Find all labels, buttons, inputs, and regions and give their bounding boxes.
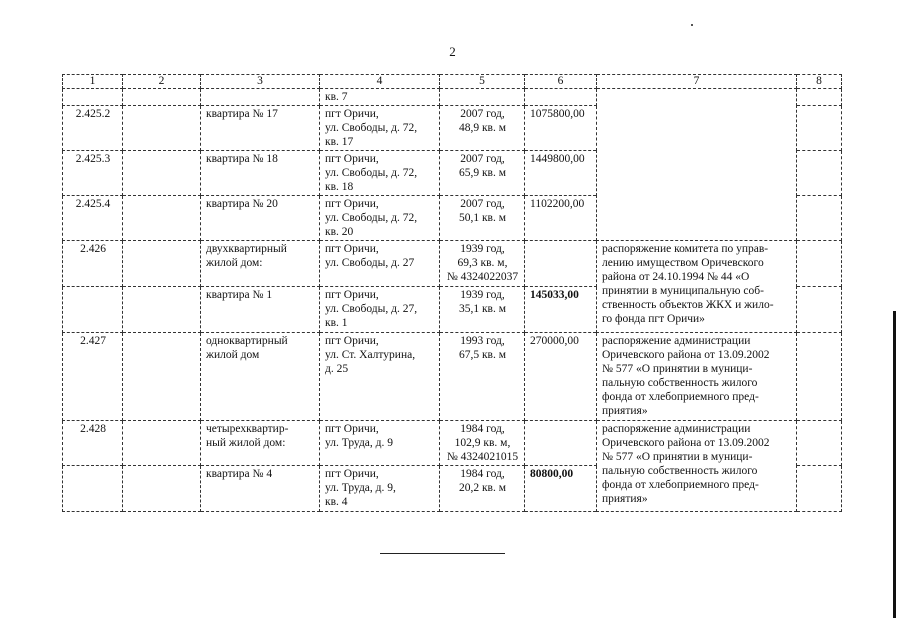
cell-value: 1102200,00 [525,196,597,241]
cell-year-area-line: 1993 год, [460,335,505,347]
cell-legal-basis [597,89,797,241]
cell-object-name [201,466,320,512]
cell-legal-basis [597,333,797,421]
cell-legal-basis-line: района от 24.10.1994 № 44 «О [602,271,750,283]
header-col-7: 7 [597,75,797,89]
cell-legal-basis-line: приятия» [602,493,648,505]
cell-year-area-line: № 4324021015 [446,451,519,463]
cell-address-line: кв. 20 [325,226,354,238]
cell-col-8 [797,287,842,333]
cell-year-area-line: 2007 год, [460,108,505,120]
cell-item-number: 2.425.3 [63,151,123,196]
cell-address-line: ул. Свободы, д. 27 [325,257,415,269]
cell-address-line: ул. Труда, д. 9 [325,437,394,449]
cell-year-area [440,421,525,466]
cell-legal-basis-line: ственность объектов ЖКХ и жило- [602,299,774,311]
header-col-3: 3 [201,75,320,89]
cell-item-number: 2.426 [63,241,123,287]
cell-object-name-line: жилой дом: [206,257,263,269]
cell-col-8 [797,89,842,106]
cell-year-area-line: 2007 год, [460,198,505,210]
cell-year-area-line: 48,9 кв. м [458,122,507,134]
cell-year-area-line: 20,2 кв. м [458,482,507,494]
cell-address-line: ул. Труда, д. 9, [325,482,396,494]
margin-bar [893,311,896,618]
cell-value: 1075800,00 [525,106,597,151]
cell-address [320,196,440,241]
cell-item-number: 2.425.4 [63,196,123,241]
cell-col-8 [797,151,842,196]
cell-address-line: д. 25 [325,363,349,375]
cell-address-line: кв. 7 [325,91,348,103]
cell-object-name [201,241,320,287]
cell-address-line: кв. 4 [325,496,348,508]
cell-value [525,241,597,287]
cell-address-line: пгт Оричи, [325,335,379,347]
cell-year-area [440,89,525,106]
cell-value [525,89,597,106]
cell-object-name-line: квартира № 1 [206,289,273,301]
cell-object-name-line: одноквартирный [206,335,288,347]
cell-legal-basis-line: пальную собственность жилого [602,465,758,477]
cell-item-number: 2.428 [63,421,123,466]
cell-legal-basis-line: лению имуществом Оричевского [602,257,764,269]
cell-legal-basis-line: пальную собственность жилого [602,377,758,389]
cell-col-8 [797,241,842,287]
cell-object-name [201,196,320,241]
cell-object-name [201,421,320,466]
cell-address-line: ул. Свободы, д. 72, [325,167,418,179]
cell-year-area-line: 50,1 кв. м [458,212,507,224]
cell-col-2 [123,196,201,241]
cell-object-name [201,151,320,196]
cell-address-line: пгт Оричи, [325,243,379,255]
cell-address-line: пгт Оричи, [325,153,379,165]
cell-item-number: 2.425.2 [63,106,123,151]
cell-address-line: кв. 1 [325,317,348,329]
cell-item-number [63,466,123,512]
cell-legal-basis-line: № 577 «О принятии в муници- [602,363,753,375]
cell-col-8 [797,333,842,421]
cell-legal-basis-line: приятия» [602,405,648,417]
header-col-2: 2 [123,75,201,89]
cell-legal-basis-line: фонда от хлебоприемного пред- [602,479,759,491]
cell-address-line: пгт Оричи, [325,289,379,301]
cell-col-2 [123,89,201,106]
cell-value: 145033,00 [525,287,597,333]
cell-object-name [201,287,320,333]
cell-col-8 [797,421,842,466]
cell-object-name [201,106,320,151]
cell-value: 1449800,00 [525,151,597,196]
header-col-8: 8 [797,75,842,89]
cell-value: 270000,00 [525,333,597,421]
header-col-6: 6 [525,75,597,89]
header-row [63,75,842,89]
cell-address-line: кв. 17 [325,136,354,148]
cell-year-area [440,196,525,241]
cell-address-line: ул. Свободы, д. 72, [325,122,418,134]
cell-col-2 [123,106,201,151]
cell-year-area-line: 1939 год, [460,243,505,255]
cell-year-area-line: 65,9 кв. м [458,167,507,179]
cell-address [320,151,440,196]
cell-legal-basis-line: № 577 «О принятии в муници- [602,451,753,463]
cell-year-area-line: 69,3 кв. м, [457,257,508,269]
cell-legal-basis-line: Оричевского района от 13.09.2002 [602,437,770,449]
cell-year-area [440,151,525,196]
cell-year-area [440,106,525,151]
cell-address [320,241,440,287]
cell-legal-basis-line: Оричевского района от 13.09.2002 [602,349,770,361]
cell-item-number [63,287,123,333]
cell-year-area [440,466,525,512]
cell-year-area [440,241,525,287]
cell-address [320,333,440,421]
cell-address-line: ул. Ст. Халтурина, [325,349,416,361]
table-row [63,241,842,287]
cell-address-line: кв. 18 [325,181,354,193]
table-row [63,89,842,106]
cell-legal-basis-line: го фонда пгт Оричи» [602,313,705,325]
cell-legal-basis-line: распоряжение администрации [602,335,751,347]
cell-year-area-line: 1939 год, [460,289,505,301]
cell-object-name-line: жилой дом [206,349,260,361]
cell-item-number: 2.427 [63,333,123,421]
cell-col-2 [123,333,201,421]
header-col-5: 5 [440,75,525,89]
cell-value: 80800,00 [525,466,597,512]
cell-object-name-line: ный жилой дом: [206,437,286,449]
cell-col-2 [123,421,201,466]
cell-address-line: пгт Оричи, [325,468,379,480]
cell-address-line: пгт Оричи, [325,423,379,435]
table-row [63,333,842,421]
scan-speck [691,24,693,26]
cell-object-name-line: квартира № 17 [206,108,278,120]
cell-address [320,466,440,512]
cell-year-area-line: 67,5 кв. м [458,349,507,361]
cell-object-name [201,333,320,421]
table-row [63,421,842,466]
cell-col-2 [123,466,201,512]
cell-address [320,89,440,106]
cell-year-area-line: 1984 год, [460,423,505,435]
cell-legal-basis [597,421,797,512]
cell-item-number [63,89,123,106]
cell-year-area [440,287,525,333]
cell-col-2 [123,151,201,196]
cell-value [525,421,597,466]
cell-year-area-line: № 4324022037 [446,271,519,283]
cell-col-8 [797,196,842,241]
cell-legal-basis-line: распоряжение администрации [602,423,751,435]
cell-address-line: пгт Оричи, [325,108,379,120]
cell-address [320,287,440,333]
cell-legal-basis [597,241,797,333]
cell-address [320,106,440,151]
cell-col-2 [123,241,201,287]
cell-col-2 [123,287,201,333]
property-registry-table [62,74,842,512]
cell-legal-basis-line: распоряжение комитета по управ- [602,243,769,255]
cell-object-name-line: квартира № 18 [206,153,278,165]
cell-object-name-line: квартира № 20 [206,198,278,210]
cell-year-area-line: 35,1 кв. м [458,303,507,315]
footer-rule [380,553,505,554]
header-col-1: 1 [63,75,123,89]
cell-address-line: пгт Оричи, [325,198,379,210]
cell-col-8 [797,466,842,512]
cell-year-area-line: 102,9 кв. м, [454,437,511,449]
page-number: 2 [449,44,456,59]
cell-col-8 [797,106,842,151]
cell-legal-basis-line: принятии в муниципальную соб- [602,285,764,297]
cell-year-area-line: 2007 год, [460,153,505,165]
cell-year-area [440,333,525,421]
cell-year-area-line: 1984 год, [460,468,505,480]
cell-object-name [201,89,320,106]
cell-object-name-line: квартира № 4 [206,468,273,480]
cell-object-name-line: четырехквартир- [206,423,289,435]
cell-legal-basis-line: фонда от хлебоприемного пред- [602,391,759,403]
header-col-4: 4 [320,75,440,89]
cell-object-name-line: двухквартирный [206,243,287,255]
cell-address-line: ул. Свободы, д. 27, [325,303,418,315]
cell-address-line: ул. Свободы, д. 72, [325,212,418,224]
cell-address [320,421,440,466]
